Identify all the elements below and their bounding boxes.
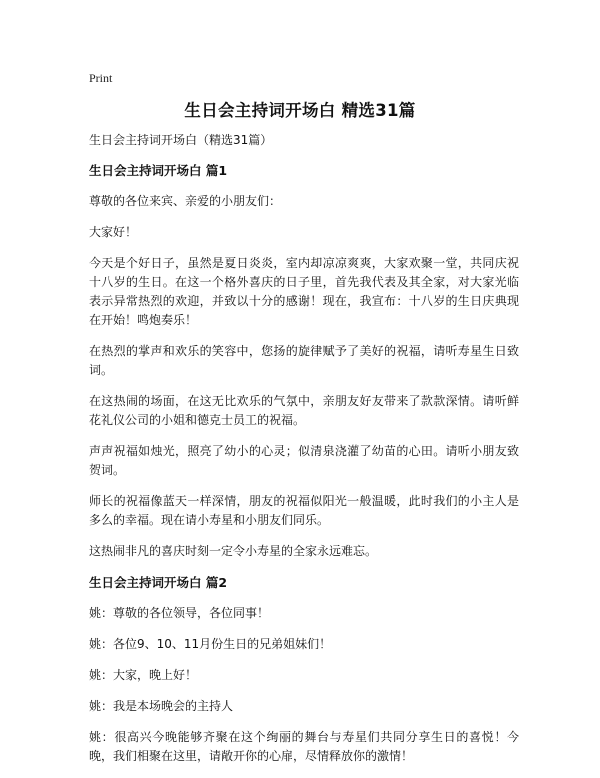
paragraph: 在这热闹的场面，在这无比欢乐的气氛中，亲朋友好友带来了款款深情。请听鲜花礼仪公司的小姐和德克士员工的祝福。: [89, 394, 519, 427]
paragraph: 这热闹非凡的喜庆时刻一定令小寿星的全家永远难忘。: [89, 544, 378, 558]
print-label: Print: [89, 71, 113, 85]
paragraph: 在热烈的掌声和欢乐的笑容中，您扬的旋律赋予了美好的祝福，请听寿星生日致词。: [89, 344, 519, 377]
document-title: 生日会主持词开场白 精选31篇: [184, 101, 416, 120]
document-body: [89, 131, 519, 778]
paragraph: 尊敬的各位来宾、亲爱的小朋友们：: [89, 194, 282, 208]
paragraph: 姚：尊敬的各位领导，各位同事！: [89, 606, 270, 620]
paragraph: 大家好！: [89, 225, 138, 239]
paragraph: 声声祝福如烛光，照亮了幼小的心灵；似清泉浇灌了幼苗的心田。请听小朋友致贺词。: [89, 444, 519, 477]
document-subtitle: 生日会主持词开场白（精选31篇）: [89, 133, 273, 147]
paragraph: 师长的祝福像蓝天一样深情，朋友的祝福似阳光一般温暖，此时我们的小主人是多么的幸福。现在请小寿星和小朋友们同乐。: [89, 494, 519, 527]
section-heading-2: 生日会主持词开场白 篇2: [89, 575, 228, 590]
section-heading-1: 生日会主持词开场白 篇1: [89, 163, 228, 178]
paragraph: 姚：各位9、10、11月份生日的兄弟姐妹们！: [89, 637, 332, 651]
paragraph: 姚：很高兴今晚能够齐聚在这个绚丽的舞台与寿星们共同分享生日的喜悦！今晚，我们相聚在这里，请敞开你的心扉，尽情释放你的激情！: [89, 730, 519, 763]
paragraph: 姚：大家，晚上好！: [89, 668, 198, 682]
paragraph: 今天是个好日子，虽然是夏日炎炎，室内却凉凉爽爽，大家欢聚一堂，共同庆祝十八岁的生日。在这一个格外喜庆的日子里，首先我代表及其全家，对大家光临表示异常热烈的欢迎，并致以十分的感谢！现在，我宣布：十八岁的生日庆典现在开始！鸣炮奏乐！: [89, 256, 519, 327]
paragraph: 姚：我是本场晚会的主持人: [89, 699, 234, 713]
